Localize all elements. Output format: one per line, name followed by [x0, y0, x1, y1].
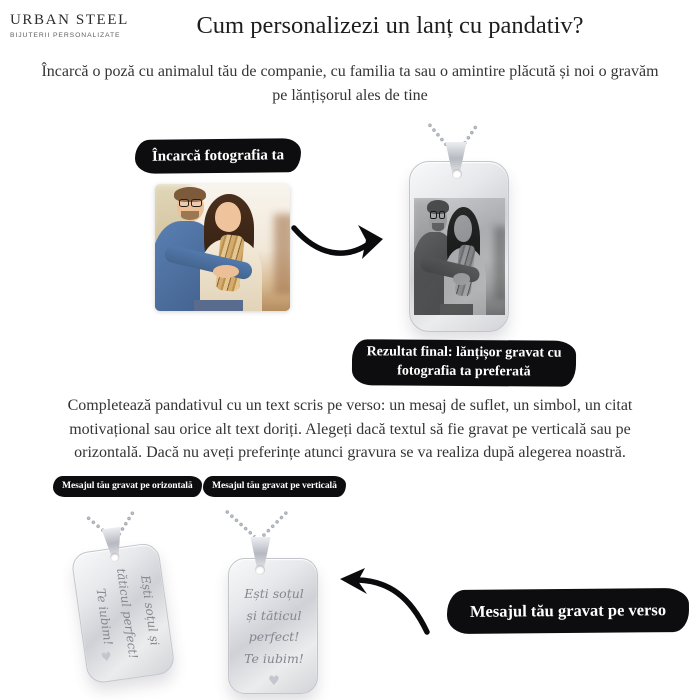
- engraving-rotated: [80, 551, 169, 676]
- engraving-line: și tăticul: [246, 607, 302, 623]
- pendant-photo-result: [400, 115, 520, 345]
- tag-hole: [255, 565, 265, 575]
- ball-chain-right: [260, 509, 290, 539]
- upload-photo-badge: Încarcă fotografia ta: [135, 138, 301, 174]
- intro-paragraph: Încarcă o poză cu animalul tău de companie, cu familia ta sau o amintire plăcută și noi o gravăm pe lănțișorul ales de tine: [41, 63, 659, 104]
- heart-icon: ♥: [268, 674, 280, 689]
- brand-tagline: BIJUTERII PERSONALIZATE: [10, 32, 121, 39]
- couple-photo: [155, 184, 290, 311]
- vertical-engraving-badge: Mesajul tău gravat pe verticală: [203, 476, 346, 497]
- man-glasses-icon: [430, 211, 445, 219]
- horizontal-engraving-badge: Mesajul tău gravat pe orizontală: [53, 476, 202, 497]
- pendant-text-straight: [203, 503, 333, 698]
- engraving-line: Te iubim!: [244, 650, 304, 666]
- arrow-right-icon: [288, 212, 390, 274]
- jeans: [194, 300, 243, 311]
- arrow-left-icon: [330, 562, 435, 640]
- heart-icon: ♥: [100, 649, 113, 665]
- man-glasses-icon: [179, 199, 202, 207]
- dog-tag: [70, 542, 176, 685]
- brand-name: URBAN STEEL: [10, 12, 129, 28]
- result-badge: Rezultat final: lănțișor gravat cu fotografia ta preferată: [352, 339, 576, 387]
- verso-message-badge: Mesajul tău gravat pe verso: [447, 588, 689, 634]
- pendant-text-rotated: [45, 491, 216, 700]
- dog-tag: [409, 161, 509, 332]
- page-title: Cum personalizezi un lanț cu pandativ?: [196, 12, 584, 39]
- engraving-straight: [229, 583, 319, 693]
- engraving-line: tăticul perfect!: [113, 567, 141, 660]
- man-beard: [181, 211, 199, 219]
- ball-chain-left: [223, 508, 257, 539]
- woman-head: [215, 202, 241, 231]
- dog-tag: [228, 558, 318, 694]
- tag-hole: [452, 169, 462, 179]
- engraved-couple-photo: [414, 198, 505, 315]
- engraving-line: Ești soțul: [244, 586, 304, 601]
- hands: [213, 265, 239, 278]
- engraving-line: Ești soțul și: [138, 574, 162, 647]
- engraving-line: Te iubim!: [93, 587, 116, 647]
- engraving-line: perfect!: [248, 629, 300, 644]
- text-step-paragraph: Completează pandativul cu un text scris pe verso: un mesaj de suflet, un simbol, un citat motivațional sau orice alt text doriți. Alegeți dacă textul să fie gravat pe verticală sau pe orizontală. Dacă nu aveți preferințe atunci gravura se va realiza după alegerea noastră.: [67, 397, 633, 462]
